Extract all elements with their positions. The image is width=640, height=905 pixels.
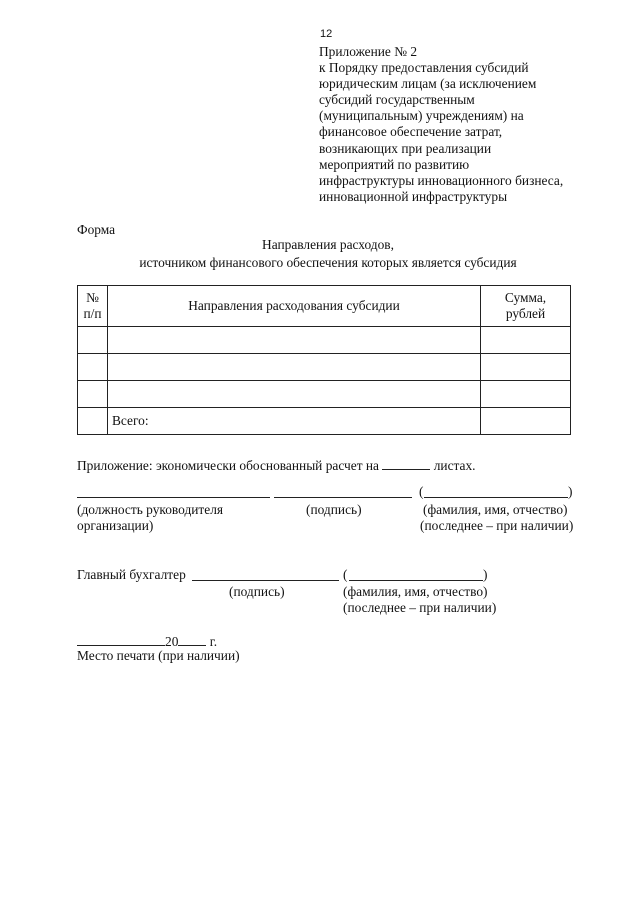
date-year-prefix: 20 bbox=[165, 634, 179, 649]
page-number: 12 bbox=[320, 28, 333, 40]
table-cell-direction[interactable] bbox=[108, 381, 481, 408]
appendix-line: к Порядку предоставления субсидий bbox=[319, 60, 529, 76]
total-sum-cell[interactable] bbox=[481, 408, 571, 435]
head-name-field[interactable] bbox=[424, 497, 568, 498]
table-cell-direction[interactable] bbox=[108, 354, 481, 381]
column-header-sum bbox=[481, 286, 571, 327]
table-cell-number[interactable] bbox=[78, 381, 108, 408]
appendix-line: инфраструктуры инновационного бизнеса, bbox=[319, 172, 564, 188]
stamp-label: Место печати (при наличии) bbox=[77, 648, 240, 663]
header-sum-unit: рублей bbox=[505, 306, 546, 321]
table-cell-sum[interactable] bbox=[481, 381, 571, 408]
title-line-2: источником финансового обеспечения которых является субсидия bbox=[139, 255, 517, 270]
header-number-symbol: № bbox=[86, 290, 99, 305]
header-number-abbr: п/п bbox=[83, 306, 102, 321]
header-sum-label: Сумма, bbox=[504, 290, 547, 305]
appendix-line: инновационной инфраструктуры bbox=[319, 188, 508, 204]
accountant-name-open-paren: ( bbox=[343, 567, 348, 582]
table-row bbox=[78, 354, 571, 381]
table-cell-direction[interactable] bbox=[108, 327, 481, 354]
head-name-note: (последнее – при наличии) bbox=[420, 518, 574, 533]
date-year-suffix: г. bbox=[209, 634, 218, 649]
appendix-line: мероприятий по развитию bbox=[319, 156, 470, 172]
table-total-row bbox=[78, 408, 571, 435]
expenses-table bbox=[77, 285, 571, 435]
total-label: Всего: bbox=[108, 408, 481, 435]
sheet-count-field[interactable] bbox=[382, 456, 430, 470]
appendix-line: возникающих при реализации bbox=[319, 140, 492, 156]
accountant-name-label: (фамилия, имя, отчество) bbox=[343, 584, 488, 599]
table-cell-sum[interactable] bbox=[481, 327, 571, 354]
table-cell-number bbox=[78, 408, 108, 435]
appendix-line: финансовое обеспечение затрат, bbox=[319, 124, 503, 140]
attachment-suffix: листах. bbox=[433, 458, 476, 473]
table-row bbox=[78, 327, 571, 354]
accountant-name-field[interactable] bbox=[349, 580, 483, 581]
appendix-header bbox=[319, 44, 563, 205]
table-row bbox=[78, 381, 571, 408]
table-cell-sum[interactable] bbox=[481, 354, 571, 381]
accountant-name-note: (последнее – при наличии) bbox=[343, 600, 497, 615]
head-name-close-paren: ) bbox=[568, 484, 573, 499]
head-signature-field[interactable] bbox=[274, 497, 412, 498]
head-position-label: (должность руководителя bbox=[77, 502, 224, 517]
accountant-signature-field[interactable] bbox=[192, 580, 339, 581]
table-cell-number[interactable] bbox=[78, 354, 108, 381]
date-day-month-field[interactable] bbox=[77, 632, 165, 646]
table-header-row bbox=[78, 286, 571, 327]
attachment-line bbox=[77, 456, 476, 474]
table-cell-number[interactable] bbox=[78, 327, 108, 354]
form-label: Форма bbox=[77, 222, 116, 237]
accountant-label: Главный бухгалтер bbox=[77, 567, 186, 582]
date-year-field[interactable] bbox=[178, 632, 206, 646]
appendix-line: юридическим лицам (за исключением bbox=[319, 76, 537, 92]
appendix-line: (муниципальным) учреждениям) на bbox=[319, 108, 524, 124]
head-name-open-paren: ( bbox=[419, 484, 424, 499]
appendix-line: субсидий государственным bbox=[319, 92, 475, 108]
head-position-label-cont: организации) bbox=[77, 518, 154, 533]
head-name-label: (фамилия, имя, отчество) bbox=[423, 502, 568, 517]
accountant-signature-label: (подпись) bbox=[229, 584, 285, 599]
position-field[interactable] bbox=[77, 497, 270, 498]
column-header-direction: Направления расходования субсидии bbox=[108, 286, 481, 327]
accountant-name-close-paren: ) bbox=[483, 567, 488, 582]
appendix-line: Приложение № 2 bbox=[319, 44, 418, 59]
head-signature-label: (подпись) bbox=[306, 502, 362, 517]
title-line-1: Направления расходов, bbox=[262, 237, 394, 252]
column-header-number bbox=[78, 286, 108, 327]
attachment-prefix: Приложение: экономически обоснованный расчет на bbox=[77, 458, 380, 473]
